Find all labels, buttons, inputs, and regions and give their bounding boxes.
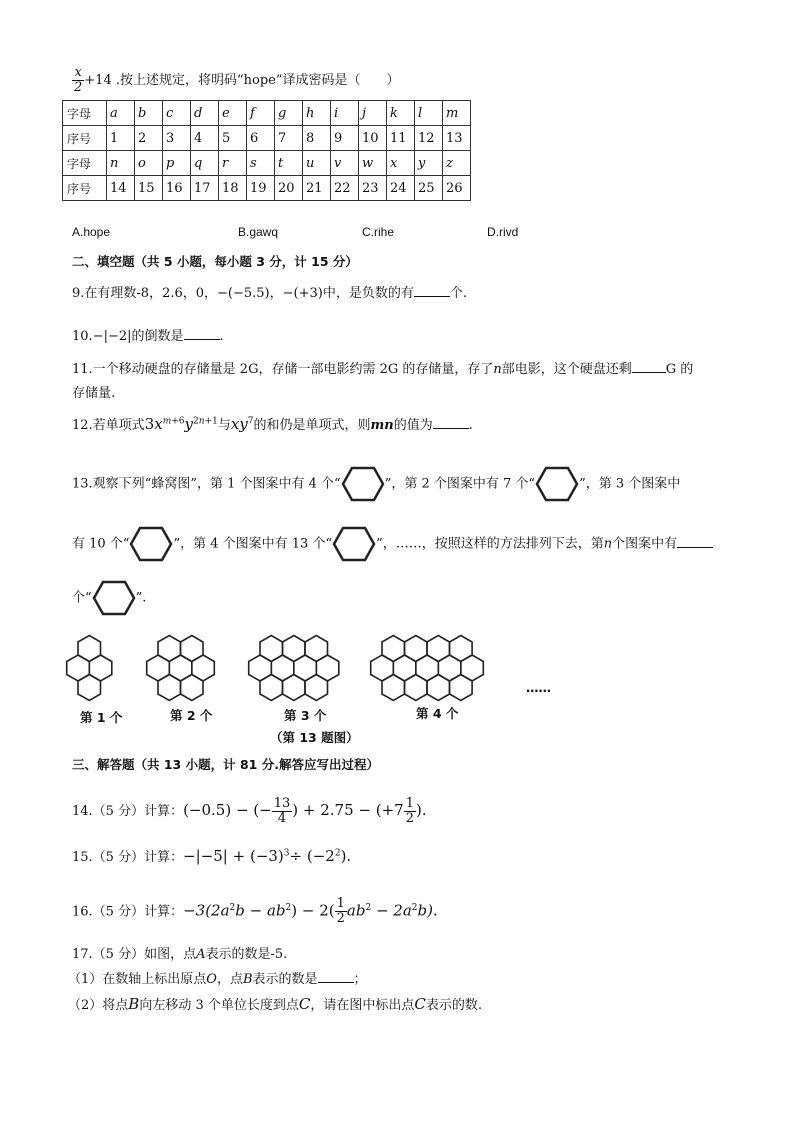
answer-blank: [433, 416, 469, 429]
table-cell: 12: [415, 126, 443, 151]
hexagon-icon: [92, 578, 136, 618]
fraction-13-4: $\frac{13}{4}$: [273, 796, 291, 826]
table-cell: e: [219, 101, 247, 126]
table-cell: 6: [247, 126, 275, 151]
figure-label-2: 第 2 个: [170, 708, 213, 723]
option-a: A.hope: [72, 225, 111, 239]
table-cell: h: [303, 101, 331, 126]
table-row: 字母 a b c d e f g h i j k l m: [63, 101, 471, 126]
answer-blank: [318, 970, 354, 983]
table-cell: f: [247, 101, 275, 126]
table-cell: 9: [331, 126, 359, 151]
honeycomb-cell: [78, 675, 101, 701]
hexagon-icon: [341, 464, 385, 504]
fraction-x-over-2: $\frac{x}{2}$: [74, 65, 83, 95]
honeycomb-cell: [283, 675, 306, 701]
table-cell: 13: [443, 126, 471, 151]
table-cell: w: [359, 151, 387, 176]
table-cell: t: [275, 151, 303, 176]
honeycomb-cell: [181, 636, 204, 662]
table-cell: 4: [191, 126, 219, 151]
q17-intro: 17.（5 分）如图，点A表示的数是-5.: [72, 947, 288, 962]
honeycomb-cell: [305, 675, 328, 701]
honeycomb-cell: [260, 636, 283, 662]
hexagon-icon: [129, 524, 173, 564]
table-cell: 1: [107, 126, 135, 151]
option-b: B.gawq: [238, 225, 279, 239]
table-cell: z: [443, 151, 471, 176]
hexagon-icon: [535, 464, 579, 504]
table-cell: 18: [219, 176, 247, 201]
table-cell: 21: [303, 176, 331, 201]
figure-caption: （第 13 题图）: [270, 730, 359, 745]
section-3-title: 三、解答题（共 13 小题，计 81 分.解答应写出过程）: [72, 757, 379, 772]
hexagon-icon: [332, 524, 376, 564]
honeycomb-cell: [382, 675, 405, 701]
honeycomb-cell: [450, 636, 473, 662]
table-row: 序号 1 2 3 4 5 6 7 8 9 10 11 12 13: [63, 126, 471, 151]
table-cell: 17: [191, 176, 219, 201]
table-cell: 22: [331, 176, 359, 201]
table-cell: 25: [415, 176, 443, 201]
table-cell: 20: [275, 176, 303, 201]
honeycomb-cell: [181, 675, 204, 701]
table-cell: 24: [387, 176, 415, 201]
table-cell: 26: [443, 176, 471, 201]
q9: 9.在有理数-8，2.6，0，−(−5.5)，−(+3)中，是负数的有 个.: [72, 286, 467, 301]
q17-part2: （2）将点B向左移动 3 个单位长度到点C，请在图中标出点C表示的数.: [68, 995, 482, 1013]
table-cell: d: [191, 101, 219, 126]
option-c: C.rihe: [362, 225, 395, 239]
table-cell: p: [163, 151, 191, 176]
table-cell: n: [107, 151, 135, 176]
q10: 10.−|−2|的倒数是 .: [72, 329, 224, 344]
table-cell: b: [135, 101, 163, 126]
table-cell: 7: [275, 126, 303, 151]
q8-intro: $\frac{x}{2}$ +14 .按上述规定，将明码“hope”译成密码是（ ）: [74, 65, 400, 95]
q12: 12.若单项式$3x^{m+6}y^{2n+1}$与$xy^7$的和仍是单项式，则mn的值为 .: [72, 415, 473, 433]
table-cell: k: [387, 101, 415, 126]
table-cell: 10: [359, 126, 387, 151]
honeycomb-cell: [427, 636, 450, 662]
answer-blank: [677, 535, 713, 548]
fraction-1-2: $\frac{1}{2}$: [405, 796, 414, 826]
table-cell: u: [303, 151, 331, 176]
q16: 16.（5 分）计算：$-3(2a^2b - ab^2) - 2$( $\frac{1}{2}$ $ab^2 - 2a^2b$).: [72, 896, 438, 927]
table-cell: 3: [163, 126, 191, 151]
var-x: x: [154, 415, 163, 433]
table-cell: s: [247, 151, 275, 176]
answer-blank: [414, 284, 450, 297]
q13-line1: 13.观察下列“蜂窝图”，第 1 个图案中有 4 个“ ”，第 2 个图案中有 7 个“ ”，第 3 个图案中: [72, 464, 680, 504]
table-cell: 8: [303, 126, 331, 151]
var-y: y: [184, 415, 194, 433]
cipher-table: [62, 100, 471, 201]
figure-label-3: 第 3 个: [284, 708, 327, 723]
table-cell: 23: [359, 176, 387, 201]
table-cell: 11: [387, 126, 415, 151]
figure-label-4: 第 4 个: [416, 706, 459, 721]
honeycomb-cell: [158, 636, 181, 662]
table-row: 字母 n o p q r s t u v w x y z: [63, 151, 471, 176]
honeycomb-cell: [405, 675, 428, 701]
q14: 14.（5 分）计算：(−0.5) − (− $\frac{13}{4}$ ) + 2.75 − (+7 $\frac{1}{2}$ ).: [72, 796, 427, 826]
var-xy: xy: [230, 415, 248, 433]
honeycomb-cell: [405, 636, 428, 662]
honeycomb-cell: [450, 675, 473, 701]
table-cell: r: [219, 151, 247, 176]
answer-blank: [632, 360, 666, 373]
q11-line1: 11.一个移动硬盘的存储量是 2G，存储一部电影约需 2G 的存储量，存了n部电影，这个硬盘还剩 G 的: [72, 362, 694, 377]
table-cell: x: [387, 151, 415, 176]
table-cell: 2: [135, 126, 163, 151]
fraction-1-2: $\frac{1}{2}$: [336, 896, 345, 927]
table-cell: l: [415, 101, 443, 126]
table-cell: i: [331, 101, 359, 126]
table-cell: m: [443, 101, 471, 126]
figure-ellipsis: ……: [526, 680, 551, 695]
q13-line2: 有 10 个“ ”，第 4 个图案中有 13 个“ ”，……，按照这样的方法排列下去，第n个图案中有: [72, 524, 713, 564]
table-cell: 19: [247, 176, 275, 201]
table-cell: g: [275, 101, 303, 126]
honeycomb-figure: [60, 628, 580, 708]
q11-line2: 存储量.: [72, 386, 116, 401]
table-cell: 15: [135, 176, 163, 201]
q17-part1: （1）在数轴上标出原点O，点B表示的数是 ；: [68, 972, 367, 987]
table-cell: 16: [163, 176, 191, 201]
table-cell: q: [191, 151, 219, 176]
table-cell: o: [135, 151, 163, 176]
table-cell: c: [163, 101, 191, 126]
table-cell: y: [415, 151, 443, 176]
honeycomb-cell: [305, 636, 328, 662]
table-cell: 14: [107, 176, 135, 201]
table-cell: v: [331, 151, 359, 176]
table-cell: 5: [219, 126, 247, 151]
answer-blank: [184, 327, 220, 340]
honeycomb-cell: [78, 636, 101, 662]
honeycomb-cell: [427, 675, 450, 701]
honeycomb-cell: [158, 675, 181, 701]
honeycomb-cell: [283, 636, 306, 662]
option-d: D.rivd: [487, 225, 519, 239]
figure-label-1: 第 1 个: [80, 710, 123, 725]
q13-line3: 个“ ”.: [72, 578, 146, 618]
table-cell: j: [359, 101, 387, 126]
table-row: 序号 14 15 16 17 18 19 20 21 22 23 24 25 26: [63, 176, 471, 201]
table-cell: a: [107, 101, 135, 126]
q15: 15.（5 分）计算：$-|-5| + (-3)^3\div (-2^2)$.: [72, 847, 352, 865]
section-2-title: 二、填空题（共 5 小题，每小题 3 分，计 15 分）: [72, 254, 358, 269]
honeycomb-cell: [260, 675, 283, 701]
honeycomb-cell: [382, 636, 405, 662]
